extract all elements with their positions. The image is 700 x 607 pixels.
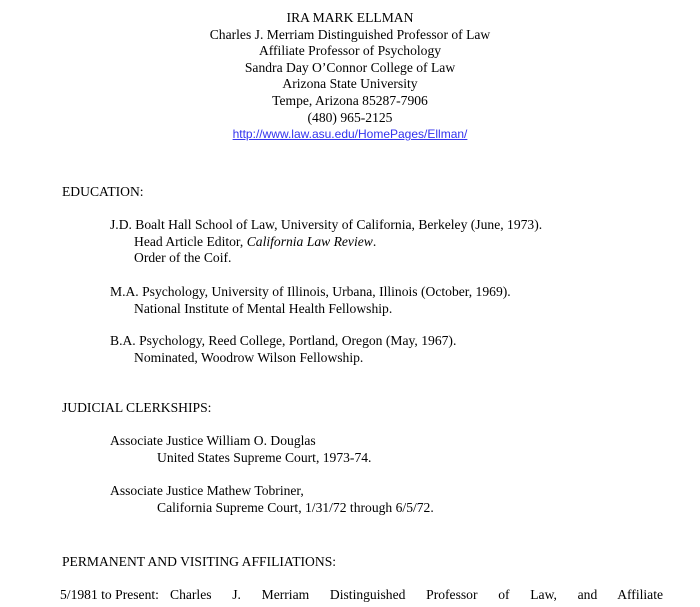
education-entry-jd bbox=[0, 217, 700, 267]
phone-number: (480) 965-2125 bbox=[307, 109, 393, 125]
education-entry-ma bbox=[0, 284, 700, 317]
person-name: IRA MARK ELLMAN bbox=[286, 10, 414, 25]
court-detail: California Supreme Court, 1/31/72 through 6/5/72. bbox=[157, 499, 434, 515]
affiliation-date-range: 5/1981 to Present: bbox=[60, 587, 159, 602]
section-heading-affiliations: PERMANENT AND VISITING AFFILIATIONS: bbox=[62, 554, 337, 569]
degree-line: M.A. Psychology, University of Illinois, Urbana, Illinois (October, 1969). bbox=[110, 284, 511, 299]
degree-detail bbox=[0, 234, 700, 251]
degree-detail: National Institute of Mental Health Fellowship. bbox=[134, 300, 393, 316]
address-line: Tempe, Arizona 85287-7906 bbox=[272, 92, 428, 108]
homepage-link[interactable]: http://www.law.asu.edu/HomePages/Ellman/ bbox=[232, 127, 468, 142]
document-header bbox=[0, 10, 700, 143]
editor-role: Head Article Editor, bbox=[134, 233, 247, 249]
affiliation-description: Charles J. Merriam Distinguished Professor of Law, and Affiliate bbox=[170, 587, 663, 602]
sentence-period: . bbox=[372, 233, 377, 249]
university-name: Arizona State University bbox=[282, 76, 418, 92]
education-entry-ba bbox=[0, 333, 700, 366]
clerkship-entry-tobriner bbox=[0, 483, 700, 516]
affiliation-entry bbox=[60, 587, 663, 604]
professor-title: Charles J. Merriam Distinguished Professor of Law bbox=[209, 26, 491, 42]
affiliate-title: Affiliate Professor of Psychology bbox=[258, 43, 442, 59]
college-name: Sandra Day O’Connor College of Law bbox=[244, 59, 456, 75]
justice-name: Associate Justice Mathew Tobriner, bbox=[110, 483, 304, 498]
section-heading-clerkships: JUDICIAL CLERKSHIPS: bbox=[62, 400, 212, 415]
section-heading-education: EDUCATION: bbox=[62, 184, 144, 199]
court-detail: United States Supreme Court, 1973-74. bbox=[157, 449, 372, 465]
degree-line: B.A. Psychology, Reed College, Portland, Oregon (May, 1967). bbox=[110, 333, 457, 348]
degree-detail: Order of the Coif. bbox=[134, 250, 232, 266]
clerkship-entry-douglas bbox=[0, 433, 700, 466]
journal-name: California Law Review bbox=[246, 233, 373, 249]
justice-name: Associate Justice William O. Douglas bbox=[110, 433, 316, 448]
homepage-link-line bbox=[0, 126, 700, 143]
degree-detail: Nominated, Woodrow Wilson Fellowship. bbox=[134, 349, 364, 365]
degree-line: J.D. Boalt Hall School of Law, University of California, Berkeley (June, 1973). bbox=[110, 217, 543, 232]
